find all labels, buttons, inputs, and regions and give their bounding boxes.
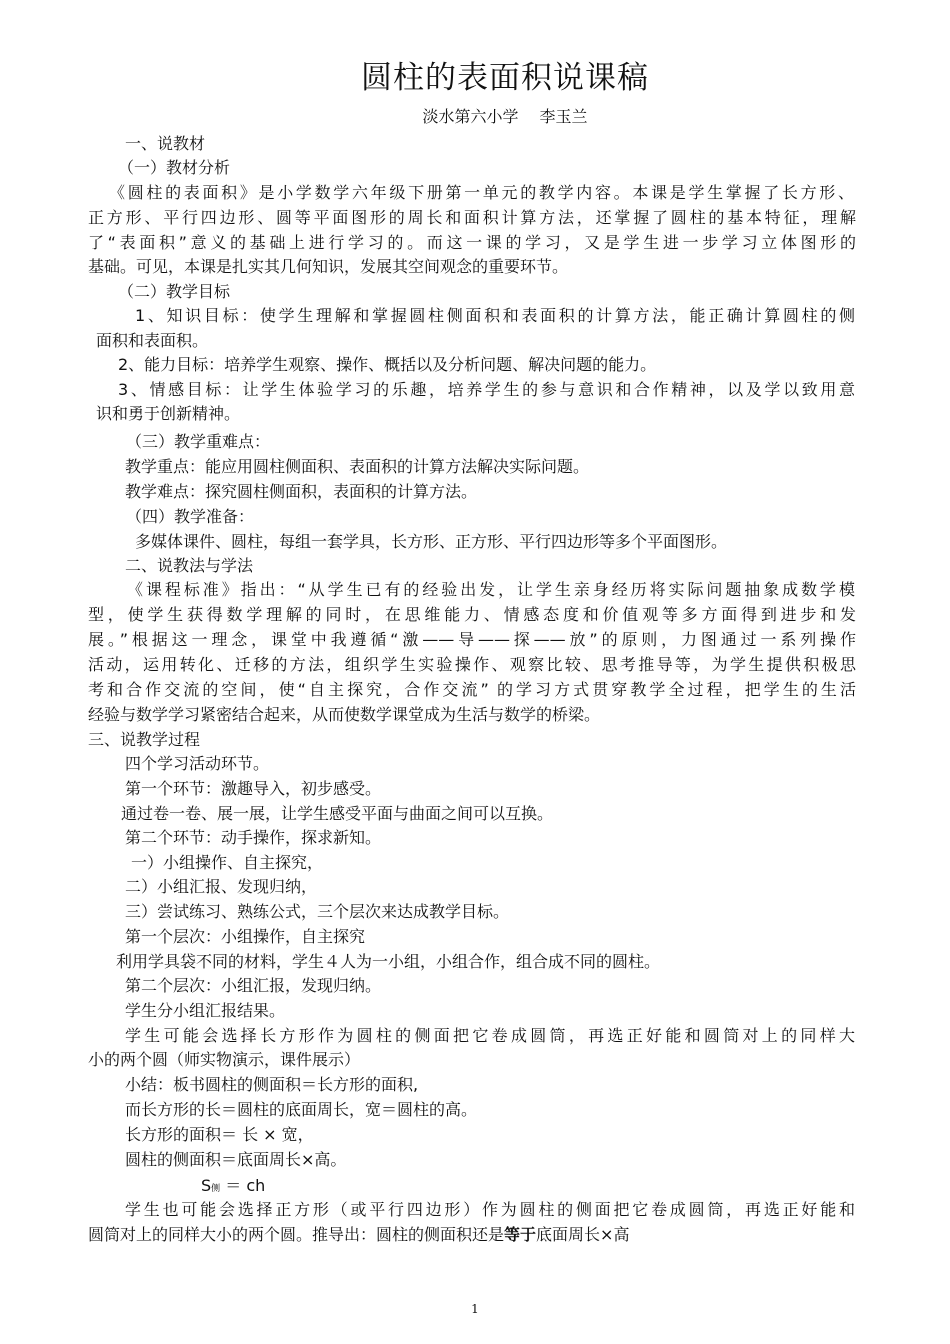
paragraph-line: 正方形、平行四边形、圆等平面图形的周长和面积计算方法，还掌握了圆柱的基本特征，理解 [88, 208, 856, 227]
emphasis-text: 等于 [504, 1225, 537, 1244]
paragraph-line: 了“表面积”意义的基础上进行学习的。而这一课的学习，又是学生进一步学习立体图形的 [88, 233, 856, 252]
paragraph-line: 活动，运用转化、迁移的方法，组织学生实验操作、观察比较、思考推导等，为学生提供积极思 [88, 655, 856, 674]
paragraph-line: 《课程标准》指出：“从学生已有的经验出发，让学生亲身经历将实际问题抽象成数学模 [127, 580, 855, 599]
process-line: 通过卷一卷、展一展，让学生感受平面与曲面之间可以互换。 [121, 804, 554, 823]
goal-knowledge-cont: 面积和表面积。 [96, 331, 209, 350]
paragraph-line: 展。”根据这一理念，课堂中我遵循“激——导——探——放”的原则，力图通过一系列操作 [88, 630, 856, 649]
document-title: 圆柱的表面积说课稿 [361, 60, 649, 96]
process-line: 三）尝试练习、熟练公式，三个层次来达成教学目标。 [125, 902, 510, 921]
formula-subscript: 侧 [211, 1184, 221, 1194]
process-line: 第二个环节：动手操作，探求新知。 [125, 828, 382, 847]
difficult-point: 教学难点：探究圆柱侧面积，表面积的计算方法。 [125, 482, 478, 501]
page-number: 1 [471, 1302, 479, 1316]
preparation-text: 多媒体课件、圆柱，每组一套学具，长方形、正方形、平行四边形等多个平面图形。 [135, 532, 728, 551]
goal-emotion: 3、情感目标：让学生体验学习的乐趣，培养学生的参与意识和合作精神，以及学以致用意 [118, 380, 855, 399]
subheading-analysis: （一）教材分析 [118, 158, 231, 177]
process-line: 一）小组操作、自主探究， [131, 853, 324, 872]
process-line: 小的两个圆（师实物演示，课件展示） [88, 1050, 361, 1069]
goal-ability: 2、能力目标：培养学生观察、操作、概括以及分析问题、解决问题的能力。 [118, 355, 657, 374]
process-line: 利用学具袋不同的材料，学生４人为一小组，小组合作，组合成不同的圆柱。 [116, 952, 661, 971]
goal-emotion-cont: 识和勇于创新精神。 [96, 404, 241, 423]
formula-expression: ＝ ch [225, 1176, 266, 1195]
process-text: 圆筒对上的同样大小的两个圆。推导出：圆柱的侧面积还是 [88, 1225, 505, 1244]
subheading-goals: （二）教学目标 [118, 282, 231, 301]
goal-knowledge: 1、知识目标：使学生理解和掌握圆柱侧面积和表面积的计算方法，能正确计算圆柱的侧 [135, 306, 855, 325]
subheading-preparation: （四）教学准备： [126, 507, 255, 526]
process-line: 二）小组汇报、发现归纳， [125, 877, 318, 896]
section-heading-1: 一、说教材 [125, 134, 206, 153]
section-heading-3: 三、说教学过程 [88, 730, 201, 749]
formula-symbol: S [201, 1176, 212, 1195]
paragraph-line: 型，使学生获得数学理解的同时，在思维能力、情感态度和价值观等多方面得到进步和发 [88, 605, 856, 624]
process-line: 学生也可能会选择正方形（或平行四边形）作为圆柱的侧面把它卷成圆筒，再选正好能和 [125, 1200, 855, 1219]
process-text: 底面周长×高 [536, 1225, 630, 1244]
summary-line: 小结：板书圆柱的侧面积＝长方形的面积, [125, 1075, 419, 1094]
process-line: 第一个环节：激趣导入，初步感受。 [125, 779, 382, 798]
process-line: 第二个层次：小组汇报，发现归纳。 [125, 976, 382, 995]
process-line [88, 1224, 629, 1246]
summary-line: 圆柱的侧面积＝底面周长×高。 [125, 1150, 347, 1169]
process-line: 学生可能会选择长方形作为圆柱的侧面把它卷成圆筒，再选正好能和圆筒对上的同样大 [125, 1026, 855, 1045]
paragraph-line: 考和合作交流的空间，使“自主探究，合作交流” 的学习方式贯穿教学全过程，把学生的生活 [88, 680, 856, 699]
process-line: 学生分小组汇报结果。 [125, 1001, 286, 1020]
formula [201, 1175, 265, 1200]
summary-line: 而长方形的长＝圆柱的底面周长，宽＝圆柱的高。 [125, 1100, 478, 1119]
process-line: 第一个层次：小组操作，自主探究 [125, 927, 366, 946]
summary-line: 长方形的面积＝ 长 × 宽， [125, 1125, 314, 1144]
paragraph-line: 《圆柱的表面积》是小学数学六年级下册第一单元的教学内容。本课是学生掌握了长方形、 [109, 183, 854, 202]
process-line: 四个学习活动环节。 [125, 754, 270, 773]
section-heading-2: 二、说教法与学法 [125, 556, 254, 575]
paragraph-line: 经验与数学学习紧密结合起来，从而使数学课堂成为生活与数学的桥梁。 [88, 705, 601, 724]
key-point: 教学重点：能应用圆柱侧面积、表面积的计算方法解决实际问题。 [125, 457, 590, 476]
subheading-key-points: （三）教学重难点： [126, 432, 271, 451]
paragraph-line: 基础。可见，本课是扎实其几何知识，发展其空间观念的重要环节。 [88, 257, 569, 276]
author-line: 淡水第六小学 李玉兰 [422, 107, 588, 126]
